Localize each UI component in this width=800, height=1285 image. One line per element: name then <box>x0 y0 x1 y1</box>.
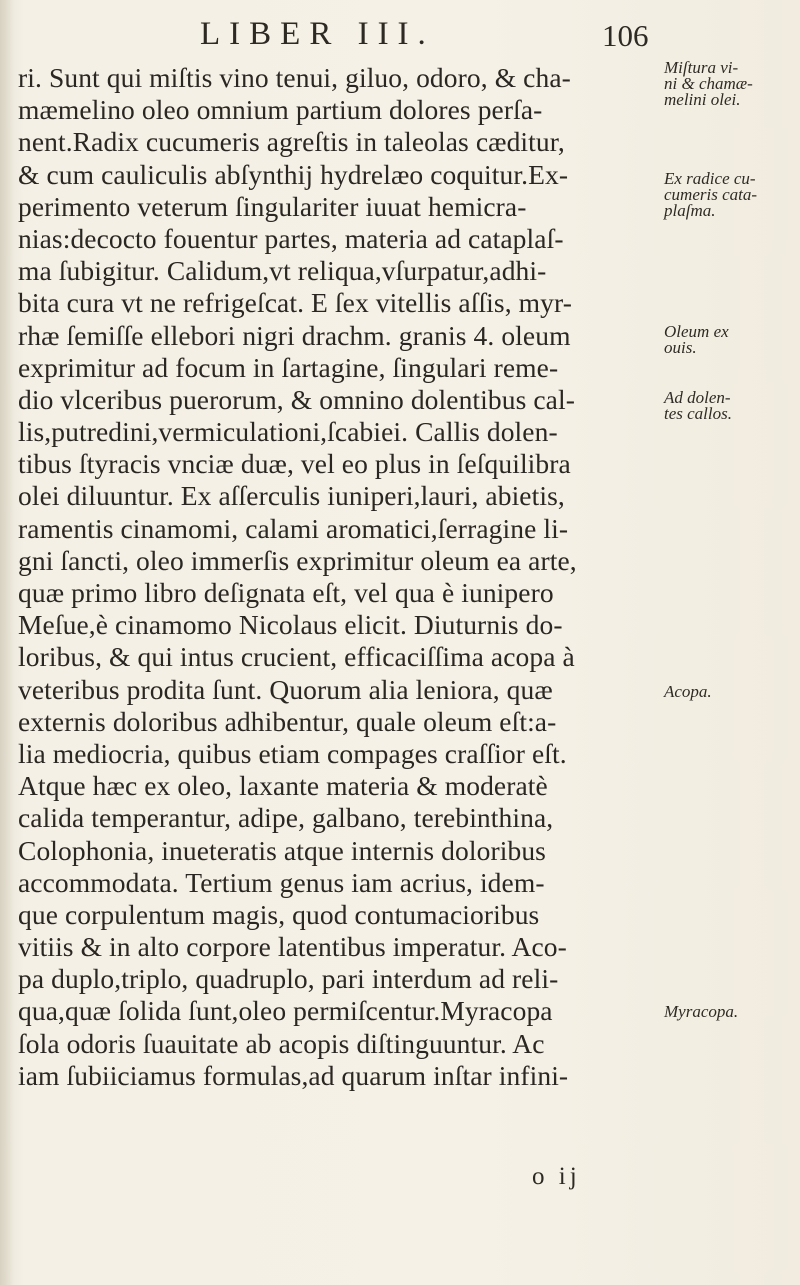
text-line: calida temperantur, adipe, galbano, terebinthina, <box>18 802 554 834</box>
main-text-block <box>18 62 658 1092</box>
text-line: perimento veterum ſingulariter iuuat hemicra- <box>18 190 527 222</box>
text-line: dio vlceribus puerorum, & omnino dolentibus cal- <box>18 383 575 415</box>
text-line: ſola odoris ſuauitate ab acopis diſtinguuntur. Ac <box>18 1027 545 1059</box>
text-line: olei diluuntur. Ex aſſerculis iuniperi,lauri, abietis, <box>18 480 565 512</box>
text-line: nias:decocto fouentur partes, materia ad cataplaſ- <box>18 222 564 254</box>
text-line: iam ſubiiciamus formulas,ad quarum inſtar infini- <box>18 1059 569 1091</box>
text-line: Atque hæc ex oleo, laxante materia & moderatè <box>18 770 548 802</box>
text-line: bita cura vt ne refrigeſcat. E ſex vitellis aſſis, myr- <box>18 287 572 319</box>
marginal-note-line: Oleum ex <box>664 322 729 341</box>
marginalia-column <box>664 58 800 1262</box>
page-number: 106 <box>602 18 649 53</box>
text-line: veteribus prodita ſunt. Quorum alia leniora, quæ <box>18 673 553 705</box>
text-line: tibus ſtyracis vnciæ duæ, vel eo plus in ſeſquilibra <box>18 448 571 480</box>
marginal-note-oleum-ex-ouis <box>664 324 800 356</box>
text-line: quæ primo libro deſignata eſt, vel qua è iunipero <box>18 577 554 608</box>
text-line: qua,quæ ſolida ſunt,oleo permiſcentur.Myracopa <box>18 995 553 1027</box>
marginal-note-acopa <box>664 684 800 700</box>
text-line: & cum cauliculis abſynthij hydrelæo coquitur.Ex- <box>18 158 569 190</box>
text-line: nent.Radix cucumeris agreſtis in taleolas cæditur, <box>18 126 565 158</box>
text-line: ramentis cinamomi, calami aromatici,ſerragine li- <box>18 512 569 544</box>
text-line: ri. Sunt qui miſtis vino tenui, giluo, odoro, & cha- <box>18 62 571 93</box>
text-line: accommodata. Tertium genus iam acrius, idem- <box>18 866 545 898</box>
marginal-note-line: Acopa. <box>664 682 712 701</box>
marginal-note-line: cumeris cata- <box>664 185 758 204</box>
text-line: Meſue,è cinamomo Nicolaus elicit. Diuturnis do- <box>18 609 563 641</box>
text-line: mæmelino oleo omnium partium dolores perſa- <box>18 94 543 126</box>
text-line: que corpulentum magis, quod contumacioribus <box>18 898 540 930</box>
text-line: ma ſubigitur. Calidum,vt reliqua,vſurpatur,adhi- <box>18 255 547 287</box>
text-line: rhæ ſemiſſe ellebori nigri drachm. granis 4. oleum <box>18 319 571 351</box>
text-line: vitiis & in alto corpore latentibus imperatur. Aco- <box>18 931 567 963</box>
marginal-note-line: tes callos. <box>664 404 732 423</box>
text-line: lis,putredini,vermiculationi,ſcabiei. Callis dolen- <box>18 416 558 448</box>
marginal-note-line: Ad dolen- <box>664 388 731 407</box>
text-line: pa duplo,triplo, quadruplo, pari interdum ad reli- <box>18 963 559 995</box>
marginal-note-myracopa <box>664 1004 800 1020</box>
signature-mark: o ij <box>532 1163 581 1190</box>
text-line: lia mediocria, quibus etiam compages craſſior eſt. <box>18 737 567 769</box>
running-head: LIBER III. <box>200 16 435 52</box>
marginal-note-line: Ex radice cu- <box>664 169 756 188</box>
text-line: exprimitur ad focum in ſartagine, ſingulari reme- <box>18 351 559 383</box>
marginal-note-ex-radice <box>664 171 800 219</box>
marginal-note-line: ni & chamæ- <box>664 74 753 93</box>
marginal-note-ad-dolentes <box>664 390 800 422</box>
marginal-note-line: ouis. <box>664 338 697 357</box>
text-line: gni ſancti, oleo immerſis exprimitur oleum ea arte, <box>18 544 577 576</box>
page-header <box>0 6 800 54</box>
marginal-note-line: Miſtura vi- <box>664 58 739 77</box>
marginal-note-line: plaſma. <box>664 201 716 220</box>
marginal-note-line: Myracopa. <box>664 1002 739 1021</box>
marginal-note-line: melini olei. <box>664 90 741 109</box>
text-line: externis doloribus adhibentur, quale oleum eſt:a- <box>18 705 557 737</box>
marginal-note-mistura <box>664 60 800 108</box>
text-line: Colophonia, inueteratis atque internis doloribus <box>18 834 546 866</box>
page-gutter-shadow <box>0 0 14 1285</box>
text-line: loribus, & qui intus crucient, efficaciſſima acopa à <box>18 641 575 673</box>
